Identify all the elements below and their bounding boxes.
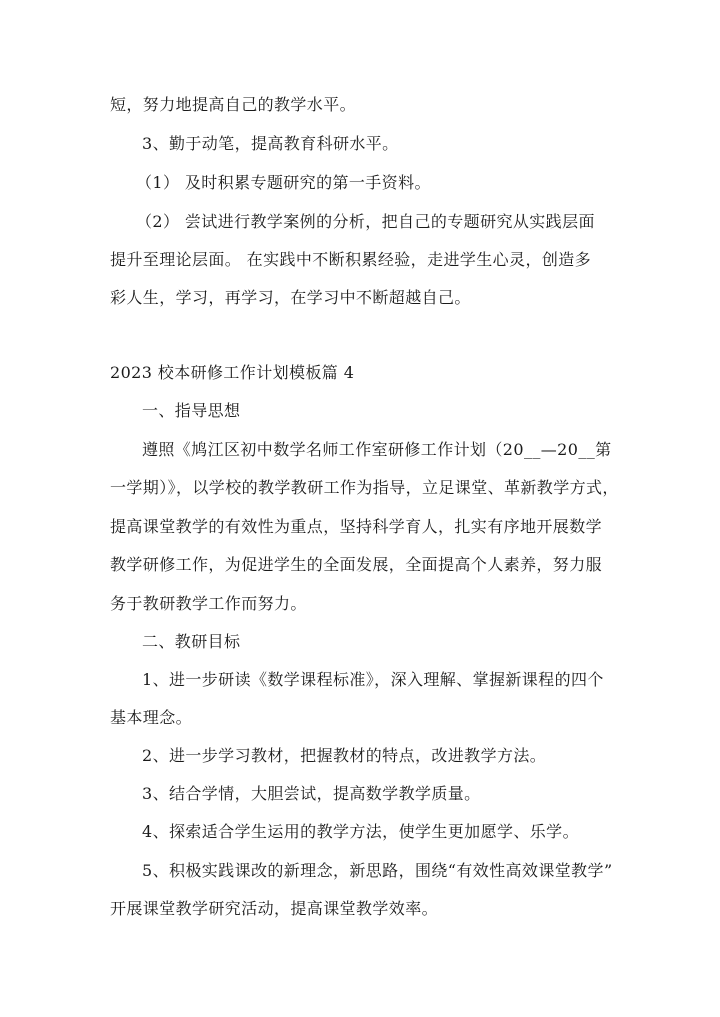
paragraph-line: 彩人生，学习，再学习，在学习中不断超越自己。 [110,288,471,307]
list-item: （2） 尝试进行教学案例的分析，把自己的专题研究从实践层面 [136,212,595,231]
paragraph-line: 提高课堂教学的有效性为重点，坚持科学育人，扎实有序地开展数学 [110,517,603,536]
section-heading: 一、指导思想 [142,401,241,420]
list-item: 3、勤于动笔，提高教育科研水平。 [142,134,399,153]
list-item: 1、进一步研读《数学课程标准》，深入理解、掌握新课程的四个 [142,670,604,689]
paragraph-line: 基本理念。 [110,708,193,727]
list-item: 4、探索适合学生运用的教学方法，使学生更加愿学、乐学。 [142,822,579,841]
list-item: 3、结合学情，大胆尝试，提高数学教学质量。 [142,784,481,803]
paragraph-line: 遵照《鸠江区初中数学名师工作室研修工作计划（20__—20__第 [142,440,612,459]
list-item: （1） 及时积累专题研究的第一手资料。 [136,173,431,192]
paragraph-line: 一学期）》，以学校的教学教研工作为指导，立足课堂、革新教学方式， [110,478,619,497]
section-heading: 二、教研目标 [142,632,241,651]
paragraph-line: 提升至理论层面。 在实践中不断积累经验，走进学生心灵，创造多 [110,250,592,269]
paragraph-line: 务于教研教学工作而努力。 [110,594,307,613]
paragraph-line: 短，努力地提高自己的教学水平。 [110,95,357,114]
paragraph-line: 开展课堂教学研究活动，提高课堂教学效率。 [110,899,439,918]
list-item: 2、进一步学习教材，把握教材的特点，改进教学方法。 [142,746,547,765]
list-item: 5、积极实践课改的新理念，新思路，围绕“有效性高效课堂教学” [142,861,613,880]
section-title: 2023 校本研修工作计划模板篇 4 [110,363,355,382]
paragraph-line: 教学研修工作，为促进学生的全面发展，全面提高个人素养，努力服 [110,555,603,574]
